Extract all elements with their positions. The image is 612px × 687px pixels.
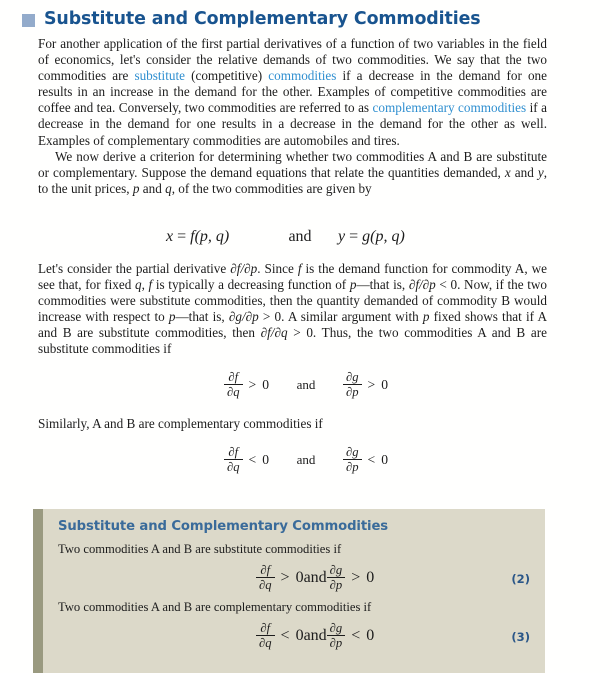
cal-eq3-left [256, 622, 304, 650]
p1-run-6: if a decrease in the demand for one results in a decrease in the demand for the other as well. Examples of complementary commodities are automobiles and tires. [38, 100, 547, 148]
relation-value: 0 [262, 377, 269, 393]
p3-run-20: > 0. Thus, the two commodities A and B are substitute commodities if [38, 325, 547, 357]
relation-symbol: > [367, 377, 376, 393]
conjunction-and-1: and [288, 228, 312, 245]
callout-content [43, 509, 545, 673]
var-f-1: f [297, 261, 302, 276]
p1-run-2: (competitive) [185, 68, 269, 84]
similarly-line: Similarly, A and B are complementary commodities if [38, 416, 323, 431]
conjunction-and-5: and [303, 627, 327, 645]
paragraph-1 [38, 36, 547, 149]
p3-run-4: is the demand function for commodity A, we see that, for fixed [38, 261, 547, 293]
relation-symbol: < [248, 452, 257, 468]
fraction-dg-dp-4 [327, 622, 346, 650]
eq-sign-2: = [349, 228, 359, 245]
fraction-dg-dp-1 [343, 371, 362, 399]
numerator: ∂f [260, 562, 271, 577]
p3-run-18: fixed shows that if A and B are substitute commodities, then [38, 309, 547, 341]
p2-run-6: and [139, 180, 166, 196]
p3-run-14: —that is, [175, 309, 229, 325]
section-heading [22, 9, 481, 29]
equation-number-2: (2) [511, 572, 530, 586]
numerator: ∂f [228, 444, 239, 459]
p3-run-6: , [141, 277, 149, 293]
equation-x-equals-f [166, 228, 262, 246]
numerator: ∂f [260, 620, 271, 635]
p3-run-10: —that is, [356, 277, 409, 293]
relation-symbol: < [351, 627, 361, 645]
callout-title: Substitute and Complementary Commodities [58, 519, 389, 534]
p2-run-0: We now derive a criterion for determining whether two commodities A and B are substitute or complementary. Suppose the demand equations that relate the quantities demanded, [38, 148, 547, 180]
equation-y-equals-g [338, 228, 405, 246]
partial-f-over-q-inline: ∂f/∂q [260, 325, 288, 341]
square-bullet-icon [22, 14, 35, 27]
var-p-3: p [422, 309, 430, 325]
p1-run-4: if a decrease in the demand for one results in an increase in the demand for the other. Examples of competitive commodities are coffee and tea. Conversely, two commodities are referred to as [38, 68, 548, 116]
denominator: ∂p [346, 459, 359, 474]
relation-symbol: < [280, 627, 290, 645]
equation-number-3: (3) [511, 630, 530, 644]
p3-run-2: . Since [257, 261, 298, 276]
conjunction-and-3: and [296, 452, 316, 468]
numerator: ∂g [346, 444, 359, 459]
denominator: ∂p [329, 635, 343, 650]
denominator: ∂p [329, 577, 343, 592]
eq-sub-right [343, 371, 388, 399]
var-x: x [504, 164, 511, 180]
cal-eq3-right [327, 622, 375, 650]
callout-equation-complementary [256, 622, 374, 650]
display-equation-complementary [224, 446, 388, 474]
fraction-dg-dp-2 [343, 446, 362, 474]
paragraph-3 [38, 261, 547, 358]
p2-run-2: and [510, 164, 538, 180]
fraction-df-dq-3 [256, 564, 275, 592]
denominator: ∂q [259, 577, 272, 592]
var-f-2: f [148, 277, 153, 293]
cal-eq2-right [327, 564, 375, 592]
callout-accent-bar [33, 509, 43, 673]
fraction-dg-dp-3 [327, 564, 346, 592]
var-p-1: p [349, 277, 357, 293]
fraction-df-dq-1 [224, 371, 243, 399]
cal-eq2-left [256, 564, 304, 592]
denominator: ∂q [259, 635, 272, 650]
paragraph-2 [38, 149, 547, 197]
eq-args-f: (p, q) [194, 228, 230, 245]
relation-value: 0 [366, 569, 375, 587]
eq-func-g: g [362, 228, 371, 245]
p3-run-16: > 0. A similar argument with [258, 309, 423, 325]
eq-args-g: (p, q) [370, 228, 405, 245]
p2-run-8: , of the two commodities are given by [171, 180, 372, 196]
relation-value: 0 [381, 452, 388, 468]
callout-equation-substitute [256, 564, 374, 592]
p3-run-8: is typically a decreasing function of [152, 277, 350, 293]
partial-f-over-p-inline-2: ∂f/∂p [408, 277, 436, 293]
keyword-complementary-commodities: complementary commodities [372, 100, 527, 116]
eq-comp-right [343, 446, 388, 474]
body-column [38, 36, 547, 197]
var-y: y [537, 164, 544, 180]
p2-run-4: , to the unit prices, [38, 164, 547, 196]
denominator: ∂q [227, 459, 240, 474]
conjunction-and-4: and [303, 569, 327, 587]
fraction-df-dq-2 [224, 446, 243, 474]
eq-sign-1: = [177, 228, 187, 245]
eq-lhs-y: y [338, 228, 346, 245]
numerator: ∂g [329, 620, 343, 635]
numerator: ∂g [329, 562, 343, 577]
eq-sub-left [224, 371, 269, 399]
page-title: Substitute and Complementary Commodities [44, 9, 481, 29]
denominator: ∂q [227, 384, 240, 399]
relation-symbol: > [248, 377, 257, 393]
numerator: ∂f [228, 369, 239, 384]
callout-statement-complementary: Two commodities A and B are complementary commodities if [58, 600, 372, 614]
fraction-df-dq-4 [256, 622, 275, 650]
callout-statement-substitute: Two commodities A and B are substitute commodities if [58, 542, 342, 556]
relation-value: 0 [295, 627, 304, 645]
eq-func-f: f [190, 228, 195, 245]
partial-f-over-p-inline-1: ∂f/∂p [230, 261, 258, 276]
relation-value: 0 [262, 452, 269, 468]
page-bottom-margin [0, 673, 612, 687]
var-p: p [132, 180, 140, 196]
relation-symbol: > [280, 569, 290, 587]
relation-symbol: < [367, 452, 376, 468]
p3-run-0: Let's consider the partial derivative [38, 261, 231, 276]
relation-value: 0 [381, 377, 388, 393]
partial-g-over-p-inline: ∂g/∂p [228, 309, 259, 325]
numerator: ∂g [346, 369, 359, 384]
body-column-2 [38, 261, 547, 358]
eq-lhs-x: x [166, 228, 174, 245]
conjunction-and-2: and [296, 377, 316, 393]
summary-callout-box [33, 509, 545, 673]
p3-run-12: < 0. Now, if the two commodities were substitute commodities, then the quantity demanded of commodity B would increase with respect to [38, 277, 548, 325]
p1-run-0: For another application of the first partial derivatives of a function of two variables in the field of economics, let's consider the relative demands of two commodities. We say that the two commodities are [38, 36, 547, 84]
relation-value: 0 [295, 569, 304, 587]
var-p-2: p [168, 309, 176, 325]
keyword-substitute: substitute [134, 68, 185, 84]
keyword-commodities: commodities [268, 68, 337, 84]
denominator: ∂p [346, 384, 359, 399]
var-q-1: q [134, 277, 142, 293]
display-equation-substitute [224, 371, 388, 399]
var-q: q [165, 180, 172, 196]
relation-value: 0 [366, 627, 375, 645]
inline-equation-line [38, 228, 547, 246]
eq-comp-left [224, 446, 269, 474]
relation-symbol: > [351, 569, 361, 587]
